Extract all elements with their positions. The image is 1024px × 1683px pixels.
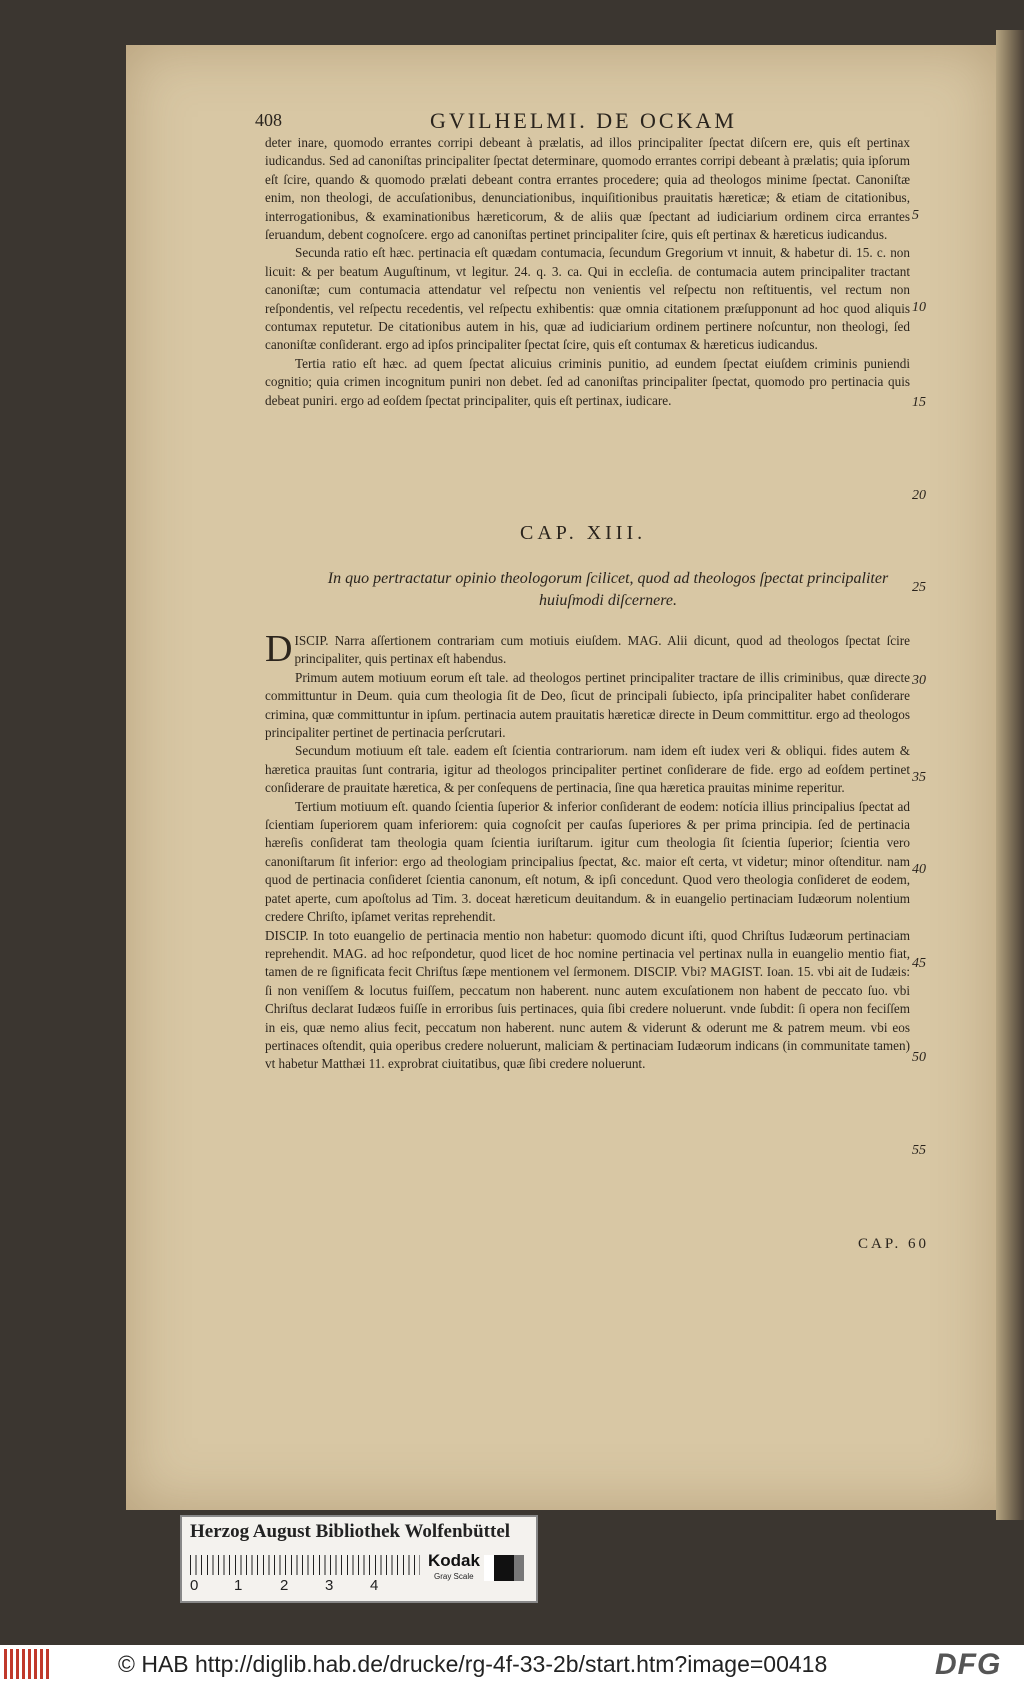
gray-scale-label: Gray Scale: [434, 1572, 474, 1581]
line-number: 35: [912, 770, 926, 785]
color-calibration-strip: [180, 1515, 538, 1603]
line-number: 15: [912, 395, 926, 410]
line-number: 55: [912, 1143, 926, 1158]
paragraph: Tertia ratio eſt hæc. ad quem ſpectat alicuius criminis punitio, ad eundem ſpectat eiuſdem criminis puniendi cognitio; quia crimen incognitum puniri non debet. ſed ad canoniſtas principaliter ſpectat, quomodo pro pertinacia quis debeat puniri. ergo ad eoſdem ſpectat principaliter, quis eſt pertinax, iudicare.: [265, 355, 910, 408]
text-block-chapter: [265, 628, 910, 1074]
line-number: 40: [912, 862, 926, 877]
page-edge: [996, 30, 1024, 1520]
ruler-number: 3: [325, 1577, 334, 1594]
paragraph: deter inare, quomodo errantes corripi debeant à prælatis, ad illos principaliter ſpectat diſcern ere, quis eſt pertinax iudicandus. Sed ad canoniſtas principaliter ſpectat determinare, quomodo errantes corripi debeant à prælatis; quia ipſorum eſt ſcire, quando & quomodo prælati debeant contra errantes procedere; quia ad theologos minime ſpectat. Canoniſtæ enim, non theologi, de accuſationibus, denunciationibus, inquiſitionibus prauitatis hæreticæ; & etiam de citationibus, interrogationibus, & examinationibus hæreticorum, & de aliis quæ ſpectant ad iudiciarium ordinem circa errantes ſeruandum, debent cognoſcere. ergo ad canoniſtas pertinet principaliter ſcire, quis eſt pertinax & hæreticus iudicandus.: [265, 135, 910, 243]
footer-bar: [0, 1645, 1024, 1683]
ruler-number: 0: [190, 1577, 199, 1594]
ruler-number: 1: [234, 1577, 243, 1594]
line-number: 20: [912, 488, 926, 503]
header-title: GVILHELMI. DE OCKAM: [430, 108, 737, 133]
chapter-title: CAP. XIII.: [520, 522, 647, 544]
page-number: 408: [255, 110, 282, 130]
chapter-summary: In quo pertractatur opinio theologorum ſcilicet, quod ad theologos ſpectat principaliter huiuſmodi diſcernere.: [327, 570, 889, 609]
ruler-number: 4: [370, 1577, 379, 1594]
library-name: Herzog August Bibliothek Wolfenbüttel: [190, 1521, 511, 1542]
paragraph: Secundum motiuum eſt tale. eadem eſt ſcientia contrariorum. nam idem eſt iudex veri & obliqui. fides autem & hæretica prauitas ſunt contraria, igitur ad theologos principaliter pertinet conſiderare de fide. ergo ad eoſdem pertinet conſiderare de prauitate hæretica, & per conſequens de pertinacia, ſine qua hæretica prauitas minime reperitur.: [265, 743, 910, 796]
line-number: 30: [912, 673, 926, 688]
text-block-top: [265, 134, 910, 410]
hab-logo-icon: [4, 1649, 52, 1679]
paragraph: Secunda ratio eſt hæc. pertinacia eſt quædam contumacia, ſecundum Gregorium vt innuit, & habetur di. 15. c. non licuit: & per beatum Auguſtinum, vt legitur. 24. q. 3. ca. Qui in eccleſia. de contumacia autem principaliter tractant canoniſtæ; cum contumacia attendatur vel reſpectu non venientis vel reſpectu non reſtituentis, vel rectum non reſpondentis, vel reſpectu recedentis, vel reſpectu exhibentis: quæ omnia citationem præſupponunt ad hoc quod aliquis contumax reputetur. De citationibus autem in his, quæ ad iudiciarium ordinem pertinere noſcuntur, non theologi, ſed canoniſtæ conſiderant. ergo ad ipſos principaliter ſpectat ſcire, quis eſt contumax & hæreticus iudicandus.: [265, 245, 910, 353]
line-number: 10: [912, 300, 926, 315]
ruler-scale: [190, 1555, 420, 1575]
paragraph: Tertium motiuum eſt. quando ſcientia ſuperior & inferior conſiderant de eodem: notícia illius principalius ſpectat ad ſcientiam ſuperiorem quam inferiorem: quia cognoſcit per cauſas ſuperiores & per prima principia. ſed de pertinacia hæreſis conſiderat tam theologia quam ſcientia iuriſtarum. igitur cum theologia ſit ſcientia ſuperior; ſcientia vero canoniſtarum ſit inferior: ergo ad theologiam principalius ſpectat, &c. maior eſt certa, vt videtur; minor oſtenditur. nam quod de pertinacia conſideret ſcientia canonum, eſt notum, & ipſi concedunt. Quod vero theologia conſideret de eodem, patet aperte, cum apoſtolus ad Tim. 3. doceat hæreticum deuitandum. & in euangelio pertinaciam Iudæorum nolentium credere Chriſto, ipſamet veritas reprehendit.: [265, 798, 910, 925]
line-number: 50: [912, 1050, 926, 1065]
line-number: 25: [912, 580, 926, 595]
line-number: 5: [912, 208, 919, 223]
dfg-logo: DFG: [935, 1648, 1002, 1681]
kodak-label: Kodak: [428, 1551, 480, 1570]
footer-url[interactable]: © HAB http://diglib.hab.de/drucke/rg-4f-33-2b/start.htm?image=00418: [118, 1651, 828, 1677]
catchword: CAP. 60: [858, 1236, 930, 1252]
ruler-number: 2: [280, 1577, 289, 1594]
paragraph: Primum autem motiuum eorum eſt tale. ad theologos pertinet principaliter tractare de illis criminibus, quæ directe committuntur in Deum. quia cum theologia ſit de Deo, ſicut de principali ſubiecto, ipſa principaliter habet conſiderare crimina, quæ committuntur in ipſum. pertinacia autem prauitatis hæreticæ directe in Deum committitur. ergo ad theologos principaliter pertinet de pertinacia perſcrutari.: [265, 669, 910, 741]
line-number: 45: [912, 956, 926, 971]
paragraph: DISCIP. Narra aſſertionem contrariam cum motiuis eiuſdem. MAG. Alii dicunt, quod ad theologos ſpectat ſcire principaliter, quis pertinax eſt habendus.: [265, 628, 910, 670]
paragraph: DISCIP. In toto euangelio de pertinacia mentio non habetur: quomodo dicunt iſti, quod Chriſtus Iudæorum pertinaciam reprehendit. MAG. ad hoc reſpondetur, quod licet de hoc nomine pertinacia vel pertinax nulla in euangelio mentio fiat, tamen de re ſignificata fecit Chriſtus ſæpe mentionem vel ſermonem. DISCIP. Vbi? MAGIST. Ioan. 15. vbi ait de Iudæis: ſi non veniſſem & locutus fuiſſem, peccatum non haberent. nunc autem excuſationem non habent de peccato ſuo. vbi Chriſtus declarat Iudæos fuiſſe in erroribus ſuis pertinaces, quia ſibi credere noluerunt. vnde ſubdit: ſi opera non feciſſem in eis, quæ nemo alius fecit, peccatum non haberent. nunc autem & viderunt & oderunt me & patrem meum. vbi eos pertinaces oſtendit, quia operibus credere noluerunt, maliciam & pertinaciam Iudæorum indicans (in communitate tamen) vt habetur Matthæi 11. exprobrat ciuitatibus, quæ ſibi credere noluerunt.: [265, 927, 910, 1072]
gray-patch: [484, 1555, 524, 1581]
